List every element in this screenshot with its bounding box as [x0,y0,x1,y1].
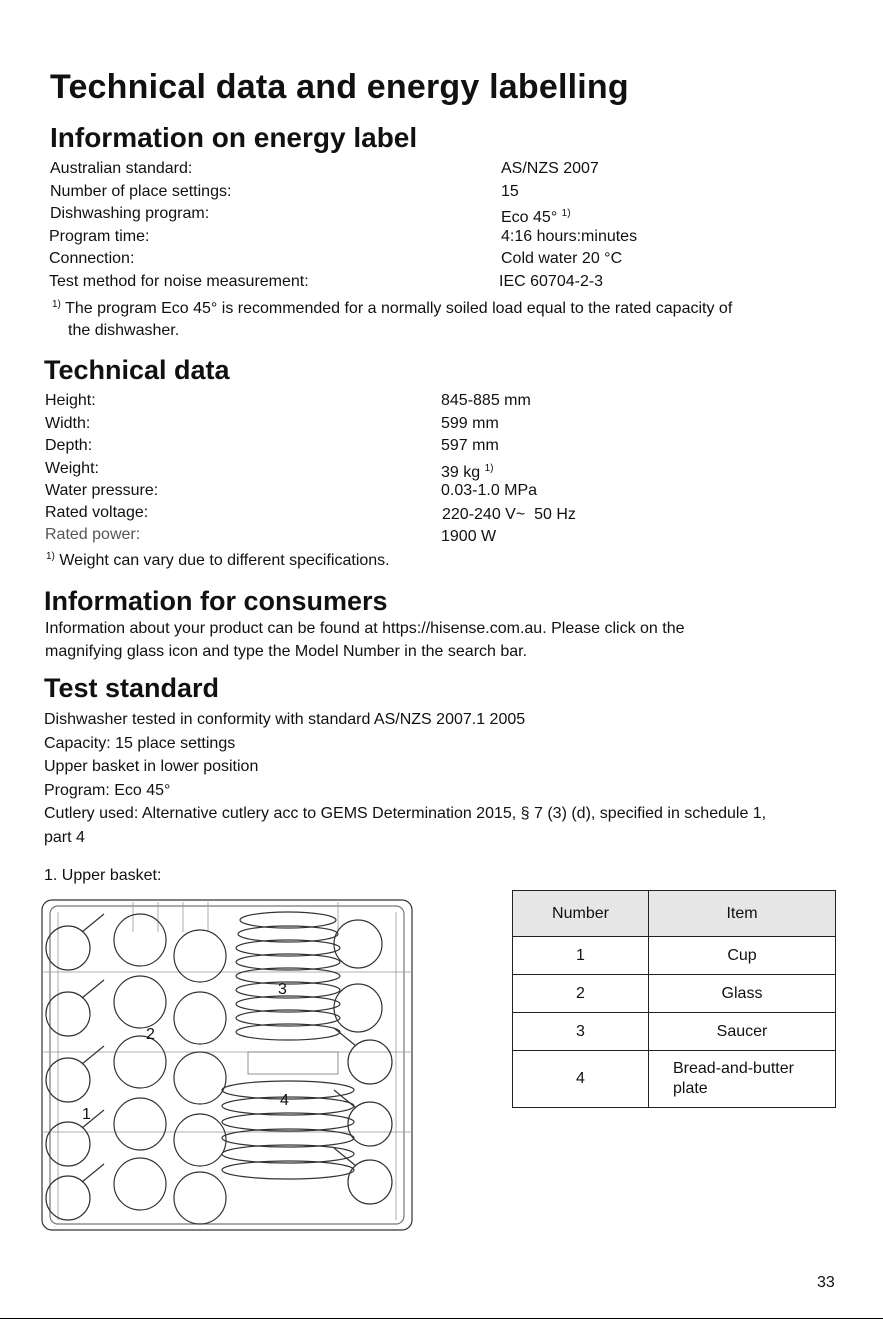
tech-row-value: 597 mm [441,437,499,454]
energy-row-value: 15 [501,182,519,200]
tech-row-label: Water pressure: [45,482,159,499]
tech-row-value: 845-885 mm [441,392,531,409]
tech-row-label: Weight: [45,459,99,477]
table-cell-item: Cup [649,937,836,975]
footnote-marker: 1) [484,462,494,474]
tech-row-value: 0.03-1.0 MPa [441,482,538,499]
energy-row-value: AS/NZS 2007 [501,160,599,177]
table-cell-number: 3 [513,1013,649,1051]
footnote-text: Weight can vary due to different specifications. [59,552,390,569]
tech-row-value: 220-240 V~ 50 Hz [442,506,576,523]
tech-row-label: Width: [45,414,91,432]
item-text-line: plate [673,1080,708,1097]
diagram-label-glass: 2 [146,1026,155,1043]
footnote-text-continued: the dishwasher. [68,322,180,339]
energy-label-list [50,158,750,298]
test-standard-paragraph [44,708,874,849]
tech-row-label: Depth: [45,437,93,454]
test-line: Upper basket in lower position [44,758,259,775]
energy-row-label: Number of place settings: [50,182,232,200]
table-header-item: Item [649,891,836,937]
item-text-line: Bread-and-butter [673,1060,794,1077]
tech-row-label: Height: [45,392,96,409]
table-cell-item: Glass [649,975,836,1013]
test-line: Cutlery used: Alternative cutlery acc to GEMS Determination 2015, § 7 (3) (d), specified in schedule 1, [44,805,767,822]
page-number: 33 [817,1274,835,1291]
footnote-text: The program Eco 45° is recommended for a normally soiled load equal to the rated capacity of [65,300,733,317]
items-table [512,890,836,1108]
footnote-marker: 1) [52,299,61,310]
test-line: Program: Eco 45° [44,781,171,799]
test-line: part 4 [44,828,85,846]
upper-basket-label: 1. Upper basket: [44,867,162,884]
table-cell-item [649,1051,836,1108]
energy-row-value: IEC 60704-2-3 [499,272,604,290]
table-cell-number: 1 [513,937,649,975]
consumers-line: Information about your product can be found at https://hisense.com.au. Please click on the [45,620,685,637]
energy-row-label: Program time: [49,227,150,245]
energy-row-value: Cold water 20 °C [501,250,623,267]
diagram-label-plate: 4 [280,1092,289,1109]
consumers-paragraph [45,617,845,663]
table-cell-item: Saucer [649,1013,836,1051]
tech-row-label: Rated power: [45,526,141,543]
tech-row-label: Rated voltage: [45,504,149,521]
table-row [513,937,836,975]
technical-data-heading: Technical data [44,355,230,385]
consumers-heading: Information for consumers [44,586,388,616]
bottom-rule [0,1318,883,1319]
test-line: Capacity: 15 place settings [44,734,236,752]
table-header-number: Number [513,891,649,937]
consumers-line: magnifying glass icon and type the Model Number in the search bar. [45,643,528,660]
upper-basket-diagram [38,892,416,1237]
table-cell-number: 2 [513,975,649,1013]
table-row [513,1013,836,1051]
diagram-label-saucer: 3 [278,981,287,998]
energy-row-label: Dishwashing program: [50,205,210,222]
diagram-label-cup: 1 [82,1106,91,1123]
technical-data-list [45,390,695,550]
tech-row-value: 599 mm [441,414,499,432]
energy-row-label: Australian standard: [50,160,193,177]
technical-footnote [46,546,746,572]
page-title: Technical data and energy labelling [50,68,629,106]
energy-row-value: 4:16 hours:minutes [501,227,638,245]
energy-footnote [52,294,852,342]
table-cell-number: 4 [513,1051,649,1108]
footnote-marker: 1) [561,208,571,219]
tech-row-value: 1900 W [441,528,497,545]
energy-program-value: Eco 45° [501,209,558,226]
table-row [513,1051,836,1108]
energy-label-heading: Information on energy label [50,122,418,153]
weight-value: 39 kg [441,463,481,481]
test-standard-heading: Test standard [44,673,220,703]
table-row [513,975,836,1013]
test-line: Dishwasher tested in conformity with standard AS/NZS 2007.1 2005 [44,711,526,728]
energy-row-label: Connection: [49,250,135,267]
footnote-marker: 1) [46,551,55,562]
energy-row-label: Test method for noise measurement: [49,272,309,290]
